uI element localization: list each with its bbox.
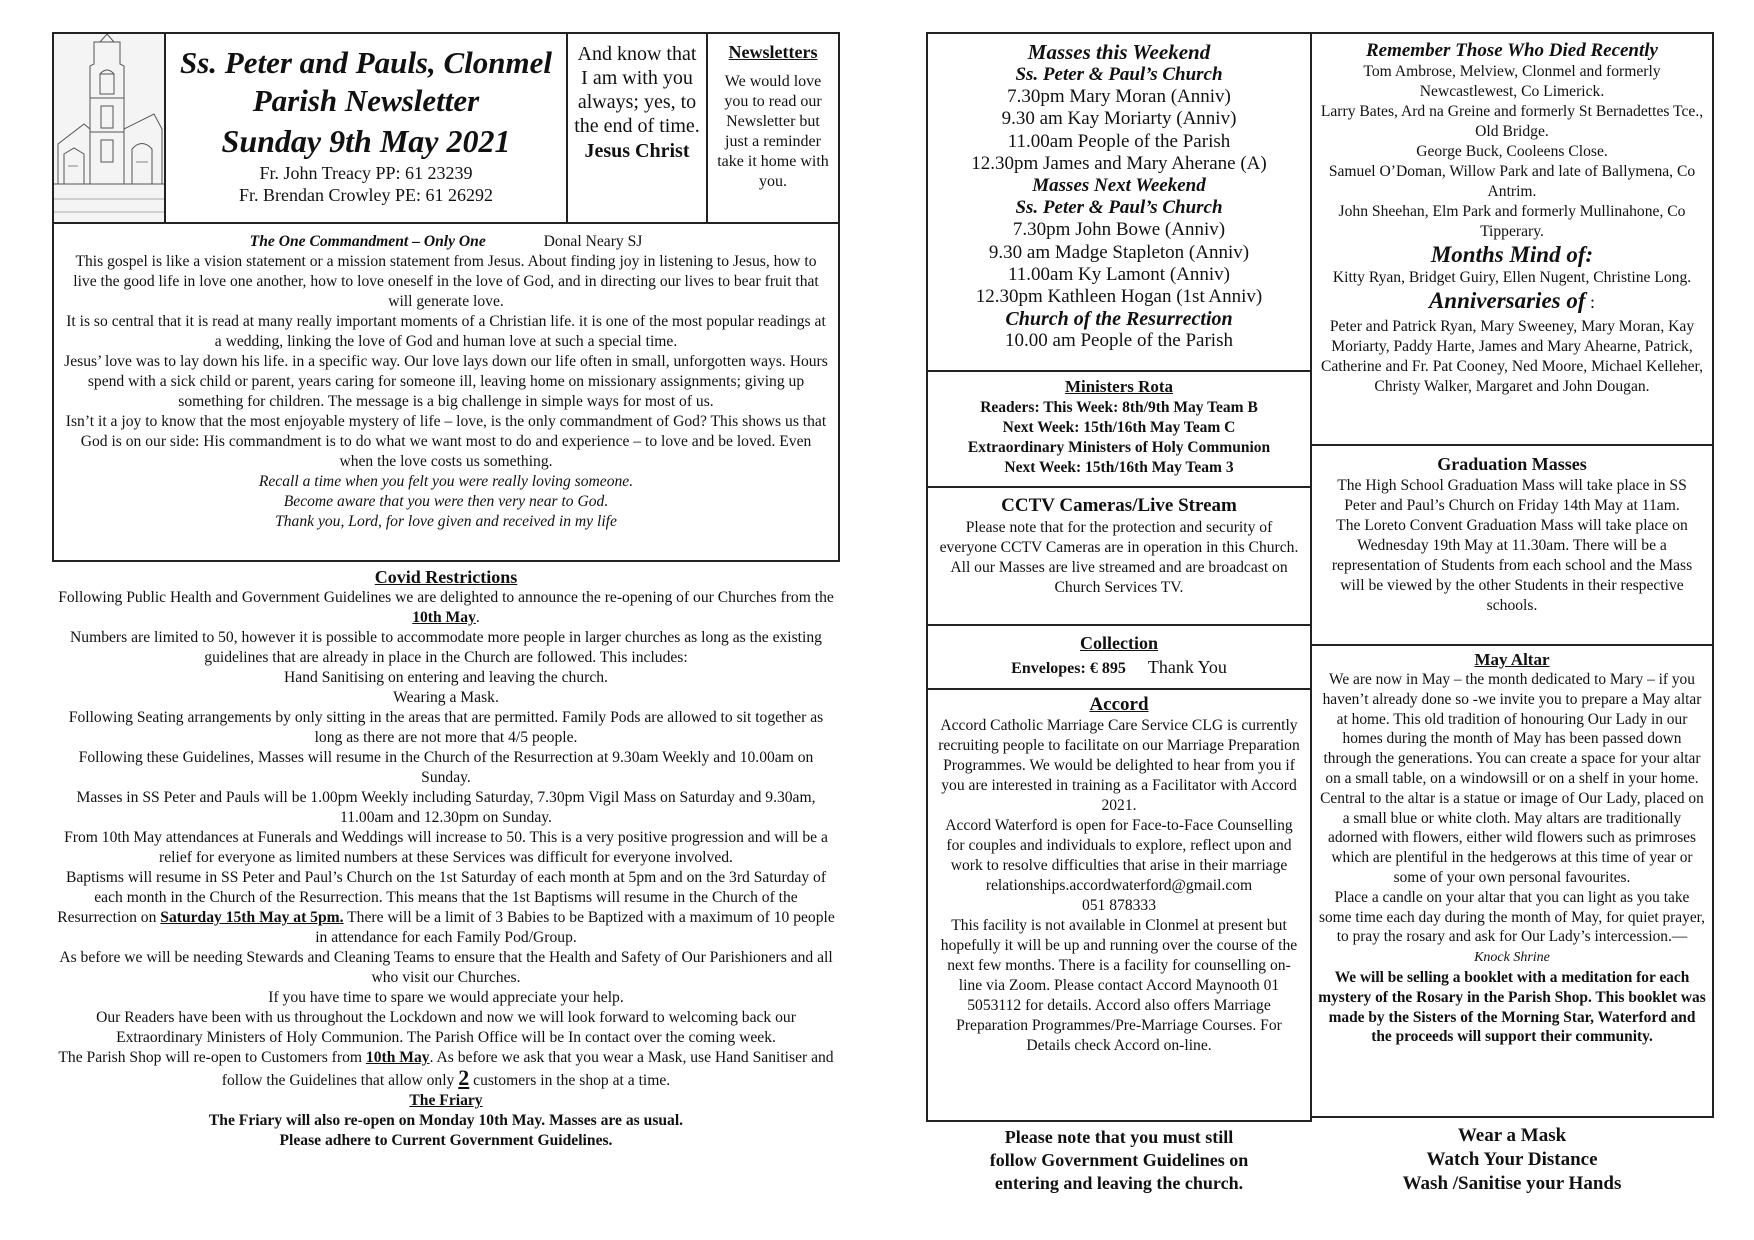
reflection-paragraph: Isn’t it a joy to know that the most enjoyable mystery of life – love, is the only commandment of God? This shows us that God is on our side: His commandment is to do what we want most to do and experience – to love and be loved. Even when the love costs us something. [65, 413, 827, 470]
rota-line: Extraordinary Ministers of Holy Communion [967, 439, 1271, 456]
rota-line: Readers: This Week: 8th/9th May Team B [980, 399, 1258, 416]
rota-line: Next Week: 15th/16th May Team C [1002, 419, 1236, 436]
mass-item: 9.30 am Madge Stapleton (Anniv) [988, 241, 1250, 263]
months-mind-title: Months Mind of: [1430, 242, 1594, 267]
mass-item: 7.30pm Mary Moran (Anniv) [1007, 86, 1231, 108]
mass-item: 12.30pm Kathleen Hogan (1st Anniv) [975, 286, 1263, 308]
friary-line: The Friary will also re-open on Monday 10th May. Masses are as usual. [208, 1112, 684, 1129]
covid-paragraph: Hand Sanitising on entering and leaving the church. [284, 669, 608, 686]
church-name: Ss. Peter & Paul’s Church [1015, 197, 1223, 219]
collection-title: Collection [1080, 633, 1158, 653]
mass-item: 11.00am Ky Lamont (Anniv) [1008, 263, 1230, 285]
deceased-entry: John Sheehan, Elm Park and formerly Mullinahone, Co Tipperary. [1338, 203, 1686, 240]
accord-phone: 051 878333 [1081, 897, 1157, 914]
remember-box: Remember Those Who Died Recently Tom Ambrose, Melview, Clonmel and formerly Newcastlewest, Co Limerick. Larry Bates, Ard na Greine and formerly St Bernadettes Tce., Old Bridge. George Buck, Cooleens Close. Samuel O’Doman, Willow Park and late of Ballymena, Co Antrim. John Sheehan, Elm Park and formerly Mullinahone, Co Tipperary. Months Mind of: Kitty Ryan, Bridget Guiry, Ellen Nugent, Christine Long. Anniversaries of : Peter and Patrick Ryan, Mary Sweeney, Mary Moran, Kay Moriarty, Paddy Harte, James and Mary Ahearne, Patrick, Catherine and Fr. Pat Cooney, Ned Moore, Michael Kelleher, Christy Walker, Margaret and John Dougan. [1310, 32, 1714, 446]
newsletters-box [706, 32, 840, 224]
quote-text: And know that I am with you always; yes, to the end of time. [574, 43, 700, 137]
covid-paragraph: As before we will be needing Stewards and Cleaning Teams to ensure that the Health and Safety of Our Parishioners and all who visit our Churches. [59, 949, 833, 986]
deceased-entry: Tom Ambrose, Melview, Clonmel and formerly Newcastlewest, Co Limerick. [1363, 63, 1661, 100]
collection-thanks: Thank You [1147, 657, 1227, 677]
collection-amount: Envelopes: € 895 [1011, 660, 1126, 677]
priest-contact-2: Fr. Brendan Crowley PE: 61 26292 [239, 185, 493, 205]
covid-paragraph: Numbers are limited to 50, however it is possible to accommodate more people in larger churches as long as the existing guidelines that are already in place in the Church are followed. This includes: [70, 629, 822, 666]
note-line: Please note that you must still [1004, 1127, 1234, 1147]
covid-paragraph: Baptisms will resume in SS Peter and Paul’s Church on the 1st Saturday of each month at 5pm and on the 3rd Saturday of each month in the Church of the Resurrection. This means that the 1st Baptisms will resume in the Church of the Resurrection on Saturday 15th May at 5pm. There will be a limit of 3 Babies to be Baptized with a maximum of 10 people in attendance for each Family Pod/Group. [57, 869, 835, 946]
reflection-paragraph: It is so central that it is read at many really important moments of a Christian life. it is one of the most popular readings at a wedding, linking the love of God and human love at such a special time. [66, 313, 826, 350]
note-line: entering and leaving the church. [994, 1173, 1244, 1193]
safety-footer [1310, 1124, 1714, 1196]
friary-line: Please adhere to Current Government Guidelines. [279, 1132, 613, 1149]
covid-paragraph: Following Public Health and Government Guidelines we are delighted to announce the re-opening of our Churches from the 10th May. [58, 589, 834, 626]
may-altar-paragraph: Place a candle on your altar that you can light as you take some time each day during the month of May, for quiet prayer, to pray the rosary and ask for Our Lady’s intercession.— Knock Shrine [1318, 888, 1706, 966]
may-altar-title: May Altar [1474, 650, 1550, 669]
newsletter-title: Parish Newsletter [252, 83, 480, 118]
reflection-prayer-line: Become aware that you were then very near to God. [283, 493, 609, 510]
reflection-paragraph: Jesus’ love was to lay down his life. in a specific way. Our love lays down our life often in small, unforgotten ways. Hours spend with a sick child or parent, years caring for someone ill, leaving home on missionary assignments; giving up something for children. The message is a big challenge in simple ways for most of us. [64, 353, 828, 410]
deceased-entry: Larry Bates, Ard na Greine and formerly St Bernadettes Tce., Old Bridge. [1320, 103, 1704, 140]
anniversaries-names: Peter and Patrick Ryan, Mary Sweeney, Mary Moran, Kay Moriarty, Paddy Harte, James and Mary Ahearne, Patrick, Catherine and Fr. Pat Cooney, Ned Moore, Michael Kelleher, Christy Walker, Margaret and John Dougan. [1320, 318, 1704, 395]
note-line: follow Government Guidelines on [989, 1150, 1249, 1170]
mass-item: 12.30pm James and Mary Aherane (A) [971, 152, 1267, 174]
covid-paragraph: Following these Guidelines, Masses will resume in the Church of the Resurrection at 9.30am Weekly and 10.00am on Sunday. [78, 749, 814, 786]
parish-name: Ss. Peter and Pauls, Clonmel [179, 45, 553, 80]
safety-line: Watch Your Distance [1426, 1149, 1598, 1170]
masses-next-title: Masses Next Weekend [1032, 175, 1206, 197]
accord-paragraph: Accord Catholic Marriage Care Service CLG is currently recruiting people to facilitate on our Marriage Preparation Programmes. We would be delighted to hear from you if you are interested in training as a Facilitator with Accord 2021. [938, 717, 1300, 814]
reflection-author: Donal Neary SJ [543, 233, 643, 250]
accord-title: Accord [1089, 694, 1149, 715]
newsletters-title: Newsletters [728, 42, 818, 62]
covid-restrictions-section [56, 566, 836, 1151]
ministers-title: Ministers Rota [1064, 377, 1174, 396]
graduation-box [1310, 444, 1714, 646]
rota-line: Next Week: 15th/16th May Team 3 [1004, 459, 1234, 476]
scripture-quote-box [566, 32, 708, 224]
covid-title: Covid Restrictions [374, 567, 518, 587]
may-altar-booklet-note: We will be selling a booklet with a meditation for each mystery of the Rosary in the Parish Shop. This booklet was made by the Sisters of the Morning Star, Waterford and the proceeds will support their community. [1318, 968, 1706, 1046]
safety-line: Wear a Mask [1457, 1125, 1567, 1146]
cctv-paragraph: All our Masses are live streamed and are broadcast on Church Services TV. [950, 559, 1288, 596]
collection-box [926, 624, 1312, 690]
accord-paragraph: This facility is not available in Clonmel at present but hopefully it will be up and running over the course of the next few months. There is a facility for counselling on-line via Zoom. Please contact Accord Maynooth 01 5053112 for details. Accord also offers Marriage Preparation Programmes/Pre-Marriage Courses. For Details check Accord on-line. [940, 917, 1298, 1054]
newsletter-title-box [164, 32, 568, 224]
mass-item: 7.30pm John Bowe (Anniv) [1012, 219, 1226, 241]
newsletter-date: Sunday 9th May 2021 [221, 123, 511, 159]
covid-paragraph: Wearing a Mask. [393, 689, 499, 706]
church-name: Ss. Peter & Paul’s Church [1015, 64, 1223, 85]
friary-title: The Friary [409, 1092, 483, 1109]
may-altar-box [1310, 644, 1714, 1118]
ministers-rota-box [926, 370, 1312, 488]
covid-paragraph: Our Readers have been with us throughout the Lockdown and now we will look forward to welcoming back our Extraordinary Ministers of Holy Communion. The Parish Office will be In contact over the coming week. [96, 1009, 796, 1046]
reflection-prayer-line: Thank you, Lord, for love given and received in my life [275, 513, 617, 530]
covid-paragraph: Masses in SS Peter and Pauls will be 1.00pm Weekly including Saturday, 7.30pm Vigil Mass on Saturday and 9.30am, 11.00am and 12.30pm on Sunday. [76, 789, 816, 826]
newsletters-text: We would love you to read our Newsletter but just a reminder take it home with you. [717, 73, 829, 190]
deceased-entry: Samuel O’Doman, Willow Park and late of Ballymena, Co Antrim. [1328, 163, 1696, 200]
masses-title: Masses this Weekend [1027, 40, 1211, 64]
reflection-box [52, 222, 840, 562]
reflection-title: The One Commandment – Only One [249, 233, 486, 250]
covid-paragraph: Following Seating arrangements by only sitting in the areas that are permitted. Family Pods are allowed to sit together as long as there are not more that 4/5 people. [68, 709, 824, 746]
mass-item: 9.30 am Kay Moriarty (Anniv) [1001, 108, 1237, 130]
graduation-paragraph: The Loreto Convent Graduation Mass will take place on Wednesday 19th May at 11.30am. There will be a representation of Students from each school and the Mass will be viewed by the other Students in their respective schools. [1331, 517, 1693, 614]
priest-contact-1: Fr. John Treacy PP: 61 23239 [259, 163, 473, 183]
accord-paragraph: Accord Waterford is open for Face-to-Face Counselling for couples and individuals to explore, reflect upon and work to resolve difficulties that arise in their marriage relationships.accordwaterford@gmail.com [945, 817, 1293, 894]
deceased-entry: George Buck, Cooleens Close. [1416, 143, 1608, 160]
quote-author: Jesus Christ [584, 140, 690, 162]
cctv-box [926, 486, 1312, 626]
remember-title: Remember Those Who Died Recently [1365, 40, 1658, 61]
cctv-title: CCTV Cameras/Live Stream [1001, 495, 1237, 516]
graduation-title: Graduation Masses [1437, 454, 1587, 474]
church-name: Church of the Resurrection [1005, 308, 1233, 331]
reflection-prayer-line: Recall a time when you felt you were really loving someone. [258, 473, 634, 490]
covid-paragraph: The Parish Shop will re-open to Customers from 10th May. As before we ask that you wear a Mask, use Hand Sanitiser and follow the Guidelines that allow only 2 customers in the shop at a time. [58, 1049, 834, 1090]
months-mind-names: Kitty Ryan, Bridget Guiry, Ellen Nugent, Christine Long. [1332, 269, 1692, 286]
graduation-paragraph: The High School Graduation Mass will take place in SS Peter and Paul’s Church on Friday 14th May at 11am. [1337, 477, 1687, 514]
accord-box [926, 688, 1312, 1122]
cctv-paragraph: Please note that for the protection and security of everyone CCTV Cameras are in operation in this Church. [939, 519, 1299, 556]
mass-item: 10.00 am People of the Parish [1005, 330, 1233, 352]
covid-paragraph: If you have time to spare we would appreciate your help. [268, 989, 624, 1006]
reflection-paragraph: This gospel is like a vision statement or a mission statement from Jesus. About finding joy in listening to Jesus, how to live the good life in love one another, how to love oneself in the love of God, and in directing our lives to bear fruit that will generate love. [73, 253, 819, 310]
church-sketch-icon [54, 34, 164, 222]
mass-item: 11.00am People of the Parish [1007, 130, 1231, 152]
masses-box [926, 32, 1312, 372]
church-image-frame [52, 32, 166, 224]
guidelines-note [926, 1126, 1312, 1195]
may-altar-paragraph: We are now in May – the month dedicated to Mary – if you haven’t already done so -we invite you to prepare a May altar at home. This old tradition of honouring Our Lady in our homes during the month of May has been passed down through the generations. You can create a space for your altar on a small table, on a windowsill or on a shelf in your home. Central to the altar is a statue or image of Our Lady, placed on a small blue or white cloth. May altars are traditionally adorned with flowers, either wild flowers such as primroses which are plentiful in the hedgerows at this time of year or some of your own personal favourites. [1320, 671, 1704, 886]
anniversaries-title: Anniversaries of [1428, 288, 1586, 313]
covid-paragraph: From 10th May attendances at Funerals and Weddings will increase to 50. This is a very positive progression and will be a relief for everyone as limited numbers at these Services was difficult for everyone involved. [64, 829, 828, 866]
safety-line: Wash /Sanitise your Hands [1402, 1173, 1622, 1194]
